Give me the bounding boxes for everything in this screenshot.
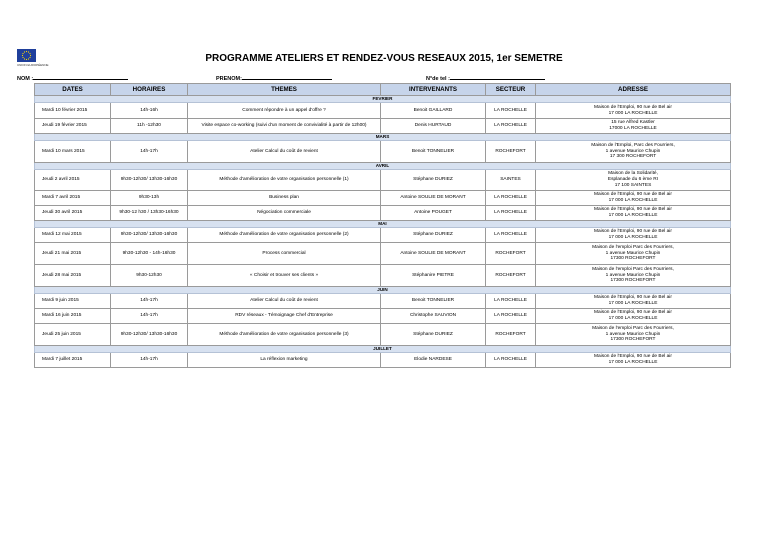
cell-theme: Atelier Calcul du coût de revient — [188, 294, 381, 309]
month-row — [35, 96, 731, 103]
table-row — [35, 119, 731, 134]
cell-intervenant: Antoine SOULIE DE MORANT — [381, 191, 486, 206]
cell-horaire: 14h-16h — [111, 103, 188, 119]
cell-intervenant: Benoit TONNELIER — [381, 294, 486, 309]
table-row — [35, 309, 731, 324]
col-header-intervenants: INTERVENANTS — [381, 84, 486, 96]
cell-adresse: Maison de l'Emploi, 90 rue de Bel air 17 000 LA ROCHELLE — [536, 294, 731, 309]
cell-date: Mardi 7 juillet 2015 — [35, 353, 111, 368]
cell-date: Mardi 10 mars 2015 — [35, 141, 111, 163]
cell-secteur: LA ROCHELLE — [486, 294, 536, 309]
cell-date: Mardi 9 juin 2015 — [35, 294, 111, 309]
month-label: JUIN — [35, 287, 731, 294]
month-label: FEVRIER — [35, 96, 731, 103]
cell-intervenant: Stéphane DURIEZ — [381, 324, 486, 346]
table-row — [35, 103, 731, 119]
eu-flag-caption: UNION EUROPÉENNE — [17, 63, 49, 67]
cell-secteur: ROCHEFORT — [486, 265, 536, 287]
month-row — [35, 287, 731, 294]
cell-theme: Comment répondre à un appel d'offre ? — [188, 103, 381, 119]
nom-label: NOM : — [17, 76, 34, 82]
cell-adresse: Maison de l'Emploi, 90 rue de Bel air 17 000 LA ROCHELLE — [536, 103, 731, 119]
cell-theme: Atelier Calcul du coût de revient — [188, 141, 381, 163]
cell-horaire: 14h-17h — [111, 141, 188, 163]
cell-intervenant: Antoine POUGET — [381, 206, 486, 221]
table-row — [35, 191, 731, 206]
cell-secteur: LA ROCHELLE — [486, 206, 536, 221]
tel-label: N°de tel : — [426, 76, 450, 82]
prenom-field[interactable] — [216, 74, 332, 82]
cell-secteur: LA ROCHELLE — [486, 353, 536, 368]
cell-horaire: 9h30-12h30 - 14h-16h30 — [111, 243, 188, 265]
cell-date: Mardi 16 juin 2015 — [35, 309, 111, 324]
cell-date: Mardi 10 février 2015 — [35, 103, 111, 119]
cell-horaire: 14h-17h — [111, 309, 188, 324]
cell-adresse: Maison de l'Emploi, Parc des Fourriers, 1 avenue Maurice Chupin 17 300 ROCHEFORT — [536, 141, 731, 163]
cell-adresse: Maison de l'emploi Parc des Fourriers, 1 avenue Maurice Chupin 17300 ROCHEFORT — [536, 243, 731, 265]
col-header-horaires: HORAIRES — [111, 84, 188, 96]
cell-adresse: 15 rue Alfred Kastler 17000 LA ROCHELLE — [536, 119, 731, 134]
cell-theme: La réflexion marketing — [188, 353, 381, 368]
cell-intervenant: Benoit TONNELIER — [381, 141, 486, 163]
cell-theme: « Choisir et trouver ses clients » — [188, 265, 381, 287]
cell-adresse: Maison de l'Emploi, 90 rue de Bel air 17 000 LA ROCHELLE — [536, 228, 731, 243]
cell-horaire: 9h30-13h — [111, 191, 188, 206]
cell-intervenant: Christophe SAUVION — [381, 309, 486, 324]
cell-secteur: ROCHEFORT — [486, 243, 536, 265]
program-body — [35, 96, 731, 368]
cell-horaire: 9h30-12h30/ 13h30-16h30 — [111, 170, 188, 191]
cell-adresse: Maison de l'emploi Parc des Fourriers, 1 avenue Maurice Chupin 17300 ROCHEFORT — [536, 324, 731, 346]
table-row — [35, 294, 731, 309]
month-label: AVRIL — [35, 163, 731, 170]
cell-theme: Process commercial — [188, 243, 381, 265]
cell-horaire: 11h -12h30 — [111, 119, 188, 134]
cell-horaire: 9h30-12h30 — [111, 265, 188, 287]
cell-date: Jeudi 19 février 2015 — [35, 119, 111, 134]
nom-field[interactable] — [17, 74, 128, 82]
month-row — [35, 134, 731, 141]
cell-date: Jeudi 2 avril 2015 — [35, 170, 111, 191]
month-label: JUILLET — [35, 346, 731, 353]
cell-secteur: ROCHEFORT — [486, 324, 536, 346]
cell-horaire: 9h30-12 h30 / 13h30-16h30 — [111, 206, 188, 221]
table-row — [35, 206, 731, 221]
cell-theme: Business plan — [188, 191, 381, 206]
cell-intervenant: Stéphane DURIEZ — [381, 170, 486, 191]
cell-adresse: Maison de l'Emploi, 90 rue de Bel air 17 000 LA ROCHELLE — [536, 353, 731, 368]
month-row — [35, 346, 731, 353]
cell-theme: Méthode d'amélioration de votre organisation personnelle (2) — [188, 228, 381, 243]
cell-intervenant: Benoit GAILLARD — [381, 103, 486, 119]
cell-theme: RDV réseaux - Témoignage Chef d'Entreprise — [188, 309, 381, 324]
cell-date: Mardi 7 avril 2015 — [35, 191, 111, 206]
cell-intervenant: Elodie NARDESE — [381, 353, 486, 368]
prenom-label: PRENOM: — [216, 76, 242, 82]
col-header-themes: THEMES — [188, 84, 381, 96]
month-label: MAI — [35, 221, 731, 228]
cell-secteur: LA ROCHELLE — [486, 191, 536, 206]
cell-date: Jeudi 21 mai 2015 — [35, 243, 111, 265]
cell-adresse: Maison de l'Emploi, 90 rue de Bel air 17 000 LA ROCHELLE — [536, 206, 731, 221]
cell-intervenant: Stéphane DURIEZ — [381, 228, 486, 243]
cell-secteur: LA ROCHELLE — [486, 103, 536, 119]
cell-theme: Méthode d'amélioration de votre organisation personnelle (1) — [188, 170, 381, 191]
cell-date: Jeudi 28 mai 2015 — [35, 265, 111, 287]
cell-theme: Négociation commerciale — [188, 206, 381, 221]
cell-horaire: 9h30-12h30/ 13h30-16h30 — [111, 228, 188, 243]
cell-date: Mardi 12 mai 2015 — [35, 228, 111, 243]
col-header-dates: DATES — [35, 84, 111, 96]
cell-theme: Visite espace co-working (suivi d'un moment de convivialité à partir de 12h00) — [188, 119, 381, 134]
cell-secteur: ROCHEFORT — [486, 141, 536, 163]
cell-horaire: 14h-17h — [111, 353, 188, 368]
cell-theme: Méthode d'amélioration de votre organisation personnelle (3) — [188, 324, 381, 346]
table-row — [35, 324, 731, 346]
col-header-adresse: ADRESSE — [536, 84, 731, 96]
month-label: MARS — [35, 134, 731, 141]
page-title: PROGRAMME ATELIERS ET RENDEZ-VOUS RESEAUX 2015, 1er SEMETRE — [205, 53, 563, 64]
cell-intervenant: Stéphanire PIETRE — [381, 265, 486, 287]
cell-secteur: LA ROCHELLE — [486, 119, 536, 134]
cell-adresse: Maison de l'Emploi, 90 rue de Bel air 17 000 LA ROCHELLE — [536, 191, 731, 206]
cell-horaire: 14h-17h — [111, 294, 188, 309]
cell-horaire: 9h30-12h30/ 13h30-16h30 — [111, 324, 188, 346]
cell-adresse: Maison de l'Emploi, 90 rue de Bel air 17 000 LA ROCHELLE — [536, 309, 731, 324]
table-row — [35, 170, 731, 191]
month-row — [35, 163, 731, 170]
table-row — [35, 228, 731, 243]
cell-secteur: SAINTES — [486, 170, 536, 191]
table-header-row — [35, 84, 731, 96]
tel-field[interactable] — [426, 74, 545, 82]
month-row — [35, 221, 731, 228]
cell-intervenant: Antoine SOULIE DE MORANT — [381, 243, 486, 265]
cell-date: Jeudi 25 juin 2015 — [35, 324, 111, 346]
col-header-secteur: SECTEUR — [486, 84, 536, 96]
cell-secteur: LA ROCHELLE — [486, 228, 536, 243]
table-row — [35, 353, 731, 368]
cell-intervenant: Denis HURTAUD — [381, 119, 486, 134]
cell-adresse: Maison de la Solidarité, Esplanade du 6 ème RI 17 100 SAINTES — [536, 170, 731, 191]
table-row — [35, 265, 731, 287]
table-row — [35, 141, 731, 163]
cell-secteur: LA ROCHELLE — [486, 309, 536, 324]
cell-date: Jeudi 30 avril 2015 — [35, 206, 111, 221]
program-table — [34, 83, 731, 368]
table-row — [35, 243, 731, 265]
cell-adresse: Maison de l'emploi Parc des Fourriers, 1 avenue Maurice Chupin 17300 ROCHEFORT — [536, 265, 731, 287]
